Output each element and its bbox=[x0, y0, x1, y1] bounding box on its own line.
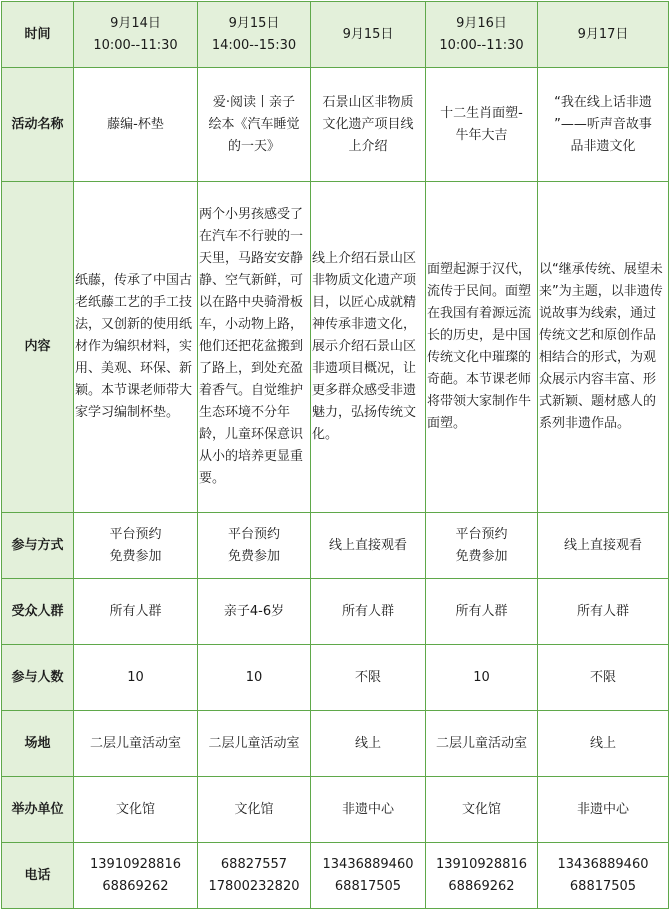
organizer-cell: 文化馆 bbox=[198, 777, 311, 843]
row-venue bbox=[2, 711, 669, 777]
mode-line: 平台预约 bbox=[227, 526, 280, 542]
content-cell bbox=[198, 182, 311, 513]
count-cell: 10 bbox=[198, 645, 311, 711]
content-cell bbox=[426, 182, 538, 513]
row-header-organizer: 举办单位 bbox=[2, 777, 74, 843]
name-cell bbox=[74, 68, 198, 182]
name-line: 的一天》 bbox=[227, 138, 280, 154]
phone-line: 13436889460 bbox=[322, 856, 414, 872]
phone-cell bbox=[198, 843, 311, 909]
audience-cell: 所有人群 bbox=[311, 579, 426, 645]
count-cell: 不限 bbox=[538, 645, 669, 711]
row-header-count: 参与人数 bbox=[2, 645, 74, 711]
time-cell bbox=[311, 2, 426, 68]
phone-line: 68817505 bbox=[334, 878, 402, 894]
phone-line: 68817505 bbox=[569, 878, 637, 894]
row-count bbox=[2, 645, 669, 711]
audience-cell: 所有人群 bbox=[426, 579, 538, 645]
phone-cell bbox=[426, 843, 538, 909]
row-header-name: 活动名称 bbox=[2, 68, 74, 182]
row-audience bbox=[2, 579, 669, 645]
time-line: 9月15日 bbox=[228, 15, 280, 31]
mode-line: 免费参加 bbox=[455, 548, 508, 564]
row-header-venue: 场地 bbox=[2, 711, 74, 777]
time-cell bbox=[74, 2, 198, 68]
mode-line: 线上直接观看 bbox=[563, 537, 642, 553]
phone-cell bbox=[311, 843, 426, 909]
name-line: ”——听声音故事 bbox=[554, 116, 652, 132]
mode-cell bbox=[74, 513, 198, 579]
time-cell bbox=[426, 2, 538, 68]
mode-line: 免费参加 bbox=[109, 548, 162, 564]
mode-line: 免费参加 bbox=[227, 548, 280, 564]
time-line: 14:00--15:30 bbox=[211, 37, 297, 53]
organizer-cell: 非遗中心 bbox=[311, 777, 426, 843]
time-line: 10:00--11:30 bbox=[439, 37, 524, 53]
name-line: 石景山区非物质 bbox=[322, 94, 414, 110]
name-cell bbox=[426, 68, 538, 182]
mode-cell bbox=[198, 513, 311, 579]
count-cell: 10 bbox=[74, 645, 198, 711]
phone-cell bbox=[74, 843, 198, 909]
phone-line: 68869262 bbox=[102, 878, 169, 894]
content-text: 以“继承传统、展望未来”为主题，以非遗传说故事为线索，通过传统文艺和原创作品相结合的形式，为观众展示内容丰富、形式新颖、题材感人的系列非遗作品。 bbox=[539, 262, 663, 431]
phone-line: 13910928816 bbox=[90, 856, 181, 872]
content-cell bbox=[538, 182, 669, 513]
time-line: 9月15日 bbox=[342, 26, 394, 42]
name-cell bbox=[538, 68, 669, 182]
count-cell: 10 bbox=[426, 645, 538, 711]
venue-cell: 二层儿童活动室 bbox=[426, 711, 538, 777]
mode-line: 平台预约 bbox=[109, 526, 162, 542]
phone-line: 13436889460 bbox=[557, 856, 649, 872]
mode-cell bbox=[538, 513, 669, 579]
name-line: 藤编-杯垫 bbox=[107, 116, 164, 132]
phone-line: 68869262 bbox=[448, 878, 515, 894]
time-line: 10:00--11:30 bbox=[93, 37, 178, 53]
time-cell bbox=[538, 2, 669, 68]
phone-line: 13910928816 bbox=[436, 856, 527, 872]
count-cell: 不限 bbox=[311, 645, 426, 711]
phone-cell bbox=[538, 843, 669, 909]
time-line: 9月16日 bbox=[456, 15, 507, 31]
row-mode bbox=[2, 513, 669, 579]
name-line: 上介绍 bbox=[348, 138, 388, 154]
row-header-phone: 电话 bbox=[2, 843, 74, 909]
organizer-cell: 非遗中心 bbox=[538, 777, 669, 843]
row-header-audience: 受众人群 bbox=[2, 579, 74, 645]
name-cell bbox=[198, 68, 311, 182]
content-text: 两个小男孩感受了在汽车不行驶的一天里，马路安安静静、空气新鲜，可以在路中央骑滑板车，小动物上路，他们还把花盆搬到了路上，到处充盈着香气。自觉维护生态环境不分年龄，儿童环保意识从小的培养更显重要。 bbox=[199, 207, 304, 486]
content-cell bbox=[74, 182, 198, 513]
mode-cell bbox=[426, 513, 538, 579]
name-line: 文化遗产项目线 bbox=[322, 116, 414, 132]
name-line: 十二生肖面塑- bbox=[440, 105, 523, 121]
row-content bbox=[2, 182, 669, 513]
name-line: 爱·阅读丨亲子 bbox=[212, 94, 296, 110]
phone-line: 68827557 bbox=[220, 856, 288, 872]
row-header-content: 内容 bbox=[2, 182, 74, 513]
content-text: 纸藤，传承了中国古老纸藤工艺的手工技法，又创新的使用纸材作为编织材料，实用、美观、环保、新颖。本节课老师带大家学习编制杯垫。 bbox=[75, 273, 193, 420]
row-name bbox=[2, 68, 669, 182]
row-header-time: 时间 bbox=[2, 2, 74, 68]
name-line: 品非遗文化 bbox=[570, 138, 636, 154]
venue-cell: 线上 bbox=[538, 711, 669, 777]
row-phone bbox=[2, 843, 669, 909]
organizer-cell: 文化馆 bbox=[426, 777, 538, 843]
name-line: 绘本《汽车睡觉 bbox=[208, 116, 300, 132]
time-cell bbox=[198, 2, 311, 68]
row-header-mode: 参与方式 bbox=[2, 513, 74, 579]
content-cell bbox=[311, 182, 426, 513]
audience-cell: 所有人群 bbox=[538, 579, 669, 645]
mode-cell bbox=[311, 513, 426, 579]
content-text: 线上介绍石景山区非物质文化遗产项目，以匠心成就精神传承非遗文化，展示介绍石景山区非遗项目概况，让更多群众感受非遗魅力，弘扬传统文化。 bbox=[312, 251, 417, 442]
mode-line: 线上直接观看 bbox=[328, 537, 407, 553]
organizer-cell: 文化馆 bbox=[74, 777, 198, 843]
time-line: 9月14日 bbox=[110, 15, 161, 31]
venue-cell: 二层儿童活动室 bbox=[198, 711, 311, 777]
name-line: “我在线上话非遗 bbox=[554, 94, 652, 110]
time-line: 9月17日 bbox=[577, 26, 629, 42]
row-organizer bbox=[2, 777, 669, 843]
phone-line: 17800232820 bbox=[208, 878, 300, 894]
venue-cell: 线上 bbox=[311, 711, 426, 777]
audience-cell: 所有人群 bbox=[74, 579, 198, 645]
name-line: 牛年大吉 bbox=[455, 127, 508, 143]
activity-schedule-table bbox=[1, 1, 669, 909]
content-text: 面塑起源于汉代，流传于民间。面塑在我国有着源远流长的历史，是中国传统文化中璀璨的奇葩。本节课老师将带领大家制作牛面塑。 bbox=[427, 262, 532, 431]
name-cell bbox=[311, 68, 426, 182]
audience-cell: 亲子4-6岁 bbox=[198, 579, 311, 645]
venue-cell: 二层儿童活动室 bbox=[74, 711, 198, 777]
row-time bbox=[2, 2, 669, 68]
mode-line: 平台预约 bbox=[455, 526, 508, 542]
